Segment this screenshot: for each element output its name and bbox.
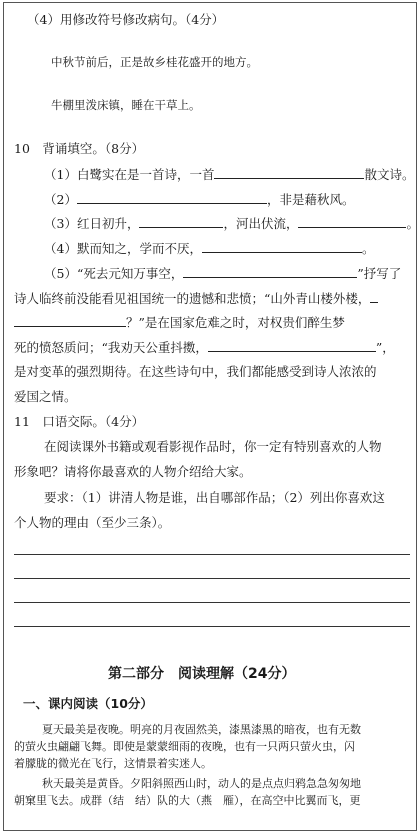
q10-item-3 [44,215,419,232]
q10-item-4 [44,240,374,257]
q10-para-line-5: 爱国之情。 [14,389,77,404]
q10-para-text-1: 诗人临终前没能看见祖国统一的遗憾和悲愤；“山外青山楼外楼， [14,291,371,306]
q10-header: 10 背诵填空。（8分） [14,141,145,156]
answer-line[interactable] [14,626,410,627]
q10-para-line-4: 是对变革的强烈期待。在这些诗句中，我们都能感受到诗人浓浓的 [14,364,377,379]
reading-line-2: 的萤火虫翩翩飞舞。即使是蒙蒙细雨的夜晚，也有一只两只萤火虫，闪 [14,741,355,753]
answer-blank[interactable] [183,265,357,278]
answer-line[interactable] [14,602,410,603]
answer-blank[interactable] [14,314,126,327]
q11-para-1: 在阅读课外书籍或观看影视作品时，你一定有特别喜欢的人物 [44,439,382,454]
answer-line[interactable] [14,578,410,579]
q10-item-2-label: （2） [44,192,77,207]
reading-line-1: 夏天最美是夜晚。明亮的月夜固然美，漆黑漆黑的暗夜，也有无数 [42,724,361,736]
reading-line-3: 着朦胧的微光在飞行，这情景着实迷人。 [14,758,212,770]
q10-para-line-1 [14,290,378,307]
q10-item-5-text-a: （5）“死去元知万事空， [44,266,184,281]
q4-header: （4）用修改符号修改病句。（4分） [27,12,225,27]
q10-para-text-2: ？”是在国家危难之时，对权贵们醉生梦 [126,315,345,330]
answer-blank[interactable] [208,339,376,352]
q10-item-3-text-a: （3）红日初升， [44,216,140,231]
q11-para-2: 形象吧？请将你最喜欢的人物介绍给大家。 [14,464,252,479]
q10-item-2-text-b: ，非是藉秋风。 [266,192,355,207]
q10-para-text-3a: 死的愤怒质问；“我劝天公重抖擞， [14,340,208,355]
q10-item-3-text-b: ，河出伏流， [223,216,299,231]
exam-page [3,2,417,831]
q10-item-3-text-c: 。 [406,216,419,231]
answer-blank[interactable] [202,240,362,253]
q10-item-1-text-a: （1）白鹭实在是一首诗，一首 [44,167,215,182]
q10-item-2 [44,191,354,208]
q10-item-1-text-b: 散文诗。 [364,167,415,182]
q11-para-3: 要求：（1）讲清人物是谁，出自哪部作品；（2）列出你喜欢这 [44,490,385,505]
answer-line[interactable] [14,554,410,555]
q4-sentence-2: 牛棚里泼床镇，睡在干草上。 [51,100,201,112]
q10-item-4-text-b: 。 [361,241,375,256]
q10-para-line-3 [14,339,395,356]
answer-blank[interactable] [214,166,364,179]
q11-para-4: 个人物的理由（至少三条）。 [14,515,171,530]
answer-blank[interactable] [370,290,378,303]
q10-item-5 [44,265,401,282]
q10-para-line-2 [14,314,345,331]
q4-sentence-1: 中秋节前后，正是故乡桂花盛开的地方。 [51,57,258,69]
q10-para-text-3b: ”， [375,340,395,355]
answer-blank[interactable] [77,191,267,204]
reading-line-4: 秋天最美是黄昏。夕阳斜照西山时，动人的是点点归鸦急急匆匆地 [42,778,361,790]
q11-header: 11 口语交际。（4分） [14,414,145,429]
part2-title: 第二部分 阅读理解（24分） [108,666,296,682]
answer-blank[interactable] [298,215,406,228]
part2-section-heading: 一、课内阅读（10分） [23,696,153,711]
q10-item-5-text-b: ”抒写了 [357,266,402,281]
answer-blank[interactable] [139,215,223,228]
reading-line-5: 朝窠里飞去。成群（结 结）队的大（燕 雁），在高空中比翼而飞，更 [14,795,361,807]
q10-item-4-text-a: （4）默而知之，学而不厌， [44,241,202,256]
q10-item-1 [44,166,414,183]
